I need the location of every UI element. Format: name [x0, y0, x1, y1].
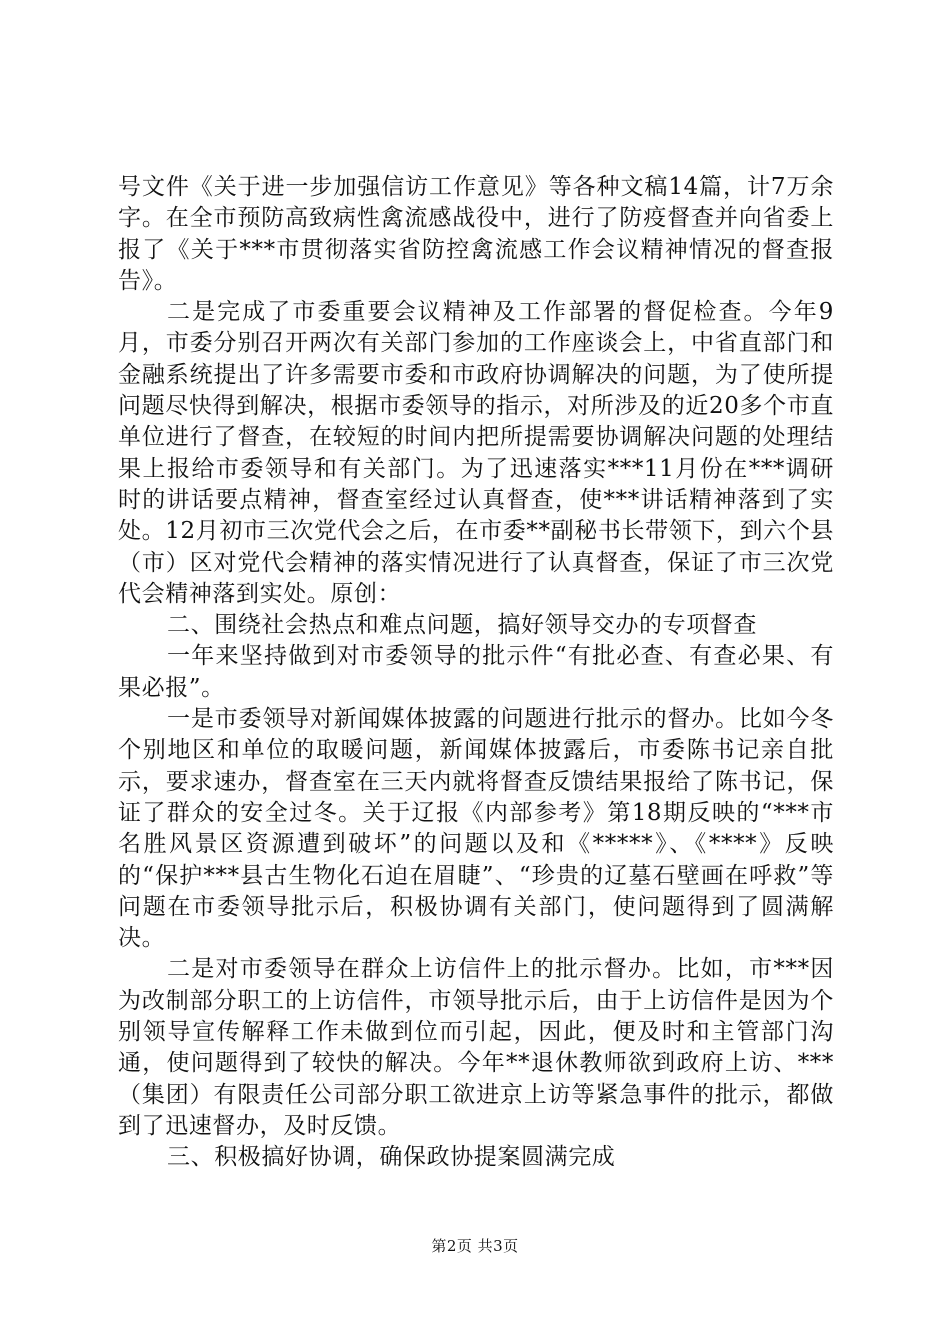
- document-body: [118, 172, 834, 1174]
- paragraph-principle: 一年来坚持做到对市委领导的批示件“有批必查、有查必果、有果必报”。: [118, 643, 834, 701]
- section-heading-2: 二、围绕社会热点和难点问题，搞好领导交办的专项督查: [167, 612, 757, 639]
- section-heading-3: 三、积极搞好协调，确保政协提案圆满完成: [167, 1144, 616, 1171]
- paragraph-media-issues: 一是市委领导对新闻媒体披露的问题进行批示的督办。比如今冬个别地区和单位的取暖问题，新闻媒体披露后，市委陈书记亲自批示，要求速办，督查室在三天内就将督查反馈结果报给了陈书记，保证了群众的安全过冬。关于辽报《内部参考》第18期反映的“***市名胜风景区资源遭到破坏”的问题以及和《*****》、《****》反映的“保护***县古生物化石迫在眉睫”、“珍贵的辽墓石壁画在呼救”等问题在市委领导批示后，积极协调有关部门，使问题得到了圆满解决。: [118, 706, 834, 952]
- paragraph-meeting-supervision: 二是完成了市委重要会议精神及工作部署的督促检查。今年9月，市委分别召开两次有关部门参加的工作座谈会上，中省直部门和金融系统提出了许多需要市委和市政府协调解决的问题，为了使所提问题尽快得到解决，根据市委领导的指示，对所涉及的近20多个市直单位进行了督查，在较短的时间内把所提需要协调解决问题的处理结果上报给市委领导和有关部门。为了迅速落实***11月份在***调研时的讲话要点精神，督查室经过认真督查，使***讲话精神落到了实处。12月初市三次党代会之后，在市委**副秘书长带领下，到六个县（市）区对党代会精神的落实情况进行了认真督查，保证了市三次党代会精神落到实处。原创：: [118, 299, 834, 607]
- page-number-footer: 第2页 共3页: [431, 1237, 519, 1255]
- paragraph-petition-letters: 二是对市委领导在群众上访信件上的批示督办。比如，市***因为改制部分职工的上访信件，市领导批示后，由于上访信件是因为个别领导宣传解释工作未做到位而引起，因此，便及时和主管部门沟通，使问题得到了较快的解决。今年**退休教师欲到政府上访、***（集团）有限责任公司部分职工欲进京上访等紧急事件的批示，都做到了迅速督办，及时反馈。: [118, 956, 834, 1139]
- paragraph-continuation: 号文件《关于进一步加强信访工作意见》等各种文稿14篇，计7万余字。在全市预防高致病性禽流感战役中，进行了防疫督查并向省委上报了《关于***市贯彻落实省防控禽流感工作会议精神情况的督查报告》。: [118, 174, 834, 294]
